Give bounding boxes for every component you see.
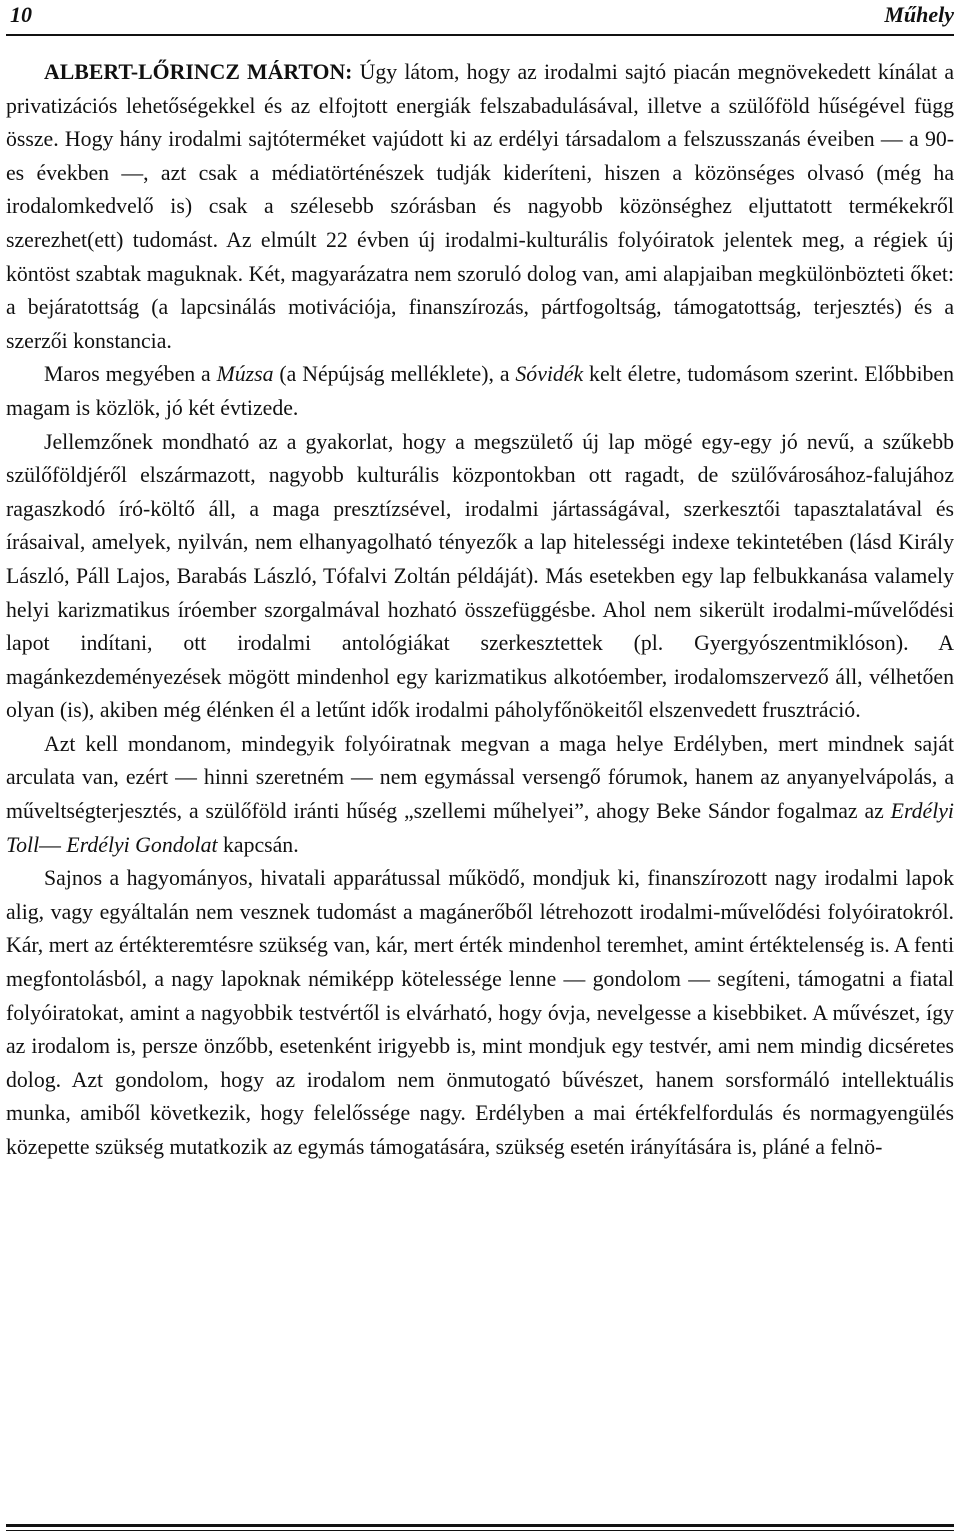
title-sovidek: Sóvidék [515, 362, 584, 387]
footer-rules [6, 1524, 954, 1531]
speaker-name: ALBERT-LŐRINCZ MÁRTON: [44, 60, 353, 84]
paragraph-4 [6, 728, 954, 862]
paragraph-2-text-a: Maros megyében a [44, 362, 217, 387]
paragraph-2-text-b: (a Népújság melléklete), a [273, 362, 516, 387]
paragraph-5: Sajnos a hagyományos, hivatali apparátussal működő, mondjuk ki, finanszírozott nagy irodalmi lapok alig, vagy egyáltalán nem vesznek tudomást a magánerőből létrehozott irodalmi-művelődési folyóiratokról. Kár, mert az értékteremtésre szükség van, kár, mert érték mindenhol teremhet, amint értéktelenség is. A fenti megfontolásból, a nagy lapoknak némiképp kötelessége lenne — gondolom — segíteni, támogatni a fiatal folyóiratokat, amint a nagyobbik testvértől is elvárható, hogy óvja, nevelgesse a kisebbiket. A művészet, így az irodalom is, persze önzőbb, esetenként irigyebb is, mint mondjuk egy testvér, ami nem mindig dicséretes dolog. Azt gondolom, hogy az irodalom nem önmutogató bűvészet, hanem sorsformáló intellektuális munka, amiből következik, hogy felelőssége nagy. Erdélyben a mai értékfelfordulás és normagyengülés közepette szükség mutatkozik az egymás támogatására, szükség esetén irányítására is, pláné a felnö- [6, 866, 954, 1159]
title-muzsa: Múzsa [216, 362, 274, 387]
paragraph-2 [6, 358, 954, 425]
paragraph-2-text-c: kelt életre, tudomásom szerint. Előbbiben magam is közlök, jó két évtizede. [6, 362, 954, 420]
title-erdelyi-toll: Erdélyi Toll [6, 799, 954, 857]
paragraph-4-text-a: Azt kell mondanom, mindegyik folyóiratnak megvan a maga helye Erdélyben, mert mindnek saját arculata van, ezért — hinni szeretném — nem egymással versengő fórumok, hanem az anyanyelvápolás, a műveltségterjesztés, a szülőföld iránti hűség „szellemi műhelyei”, ahogy Beke Sándor fogalmaz az [6, 731, 954, 824]
header-rule [6, 34, 954, 36]
document-page [6, 0, 954, 1538]
title-separator: — [39, 832, 61, 857]
paragraph-1 [6, 56, 954, 358]
journal-title: Műhely [884, 2, 954, 27]
paragraph-3: Jellemzőnek mondható az a gyakorlat, hogy a megszülető új lap mögé egy-egy jó nevű, a szűkebb szülőföldjéről elszármazott, nagyobb kulturális központokban ott ragadt, de szülővárosához-falujához ragaszkodó író-költő áll, a maga presztízsével, irodalmi jártasságával, szerkesztői tapasztalatával és írásaival, amelyek, nyilván, nem elhanyagolható tényezők a lap hitelességi indexe tekintetében (lásd Király László, Páll Lajos, Barabás László, Tófalvi Zoltán példáját). Más esetekben egy lap felbukkanása valamely helyi karizmatikus íróember szorgalmával hozható összefüggésbe. Ahol nem sikerült irodalmi-művelődési lapot indítani, ott irodalmi antológiákat szerkesztettek (pl. Gyergyószentmiklóson). A magánkezdeményezések mögött mindenhol egy karizmatikus alkotóember, irodalomszervező áll, vélhetően olyan (is), akiben még élénken él a letűnt idők irodalmi páholyfőnökeitől elszenvedett frusztráció. [6, 429, 954, 723]
footer-rule-thin [6, 1530, 954, 1531]
title-erdelyi-gondolat: Erdélyi Gondolat [66, 832, 218, 857]
paragraph-4-text-b: kapcsán. [217, 832, 299, 857]
running-header [6, 0, 954, 36]
page-number: 10 [10, 2, 32, 27]
paragraph-1-text: Úgy látom, hogy az irodalmi sajtó piacán megnövekedett kínálat a privatizációs lehetőségekkel és az elfojtott energiák felszabadulásával, illetve a szülőföld hűségével függ össze. Hogy hány irodalmi sajtóterméket vajúdott ki az erdélyi társadalom a felszusszanás éveiben — a 90-es években —, azt csak a médiatörténészek tudják kideríteni, hiszen a közönséges olvasó (még ha irodalomkedvelő is) csak a szélesebb szórásban és nagyobb közönséghez eljuttatott termékekről szerezhet(ett) tudomást. Az elmúlt 22 évben új irodalmi-kulturális folyóiratok jelentek meg, a régiek új köntöst szabtak maguknak. Két, magyarázatra nem szoruló dolog van, ami alapjaiban megkülönbözteti őket: a bejáratottság (a lapcsinálás motivációja, finanszírozás, pártfogoltság, támogatottság, terjesztés) és a szerzői konstancia. [6, 60, 954, 353]
article-body [6, 56, 954, 1165]
